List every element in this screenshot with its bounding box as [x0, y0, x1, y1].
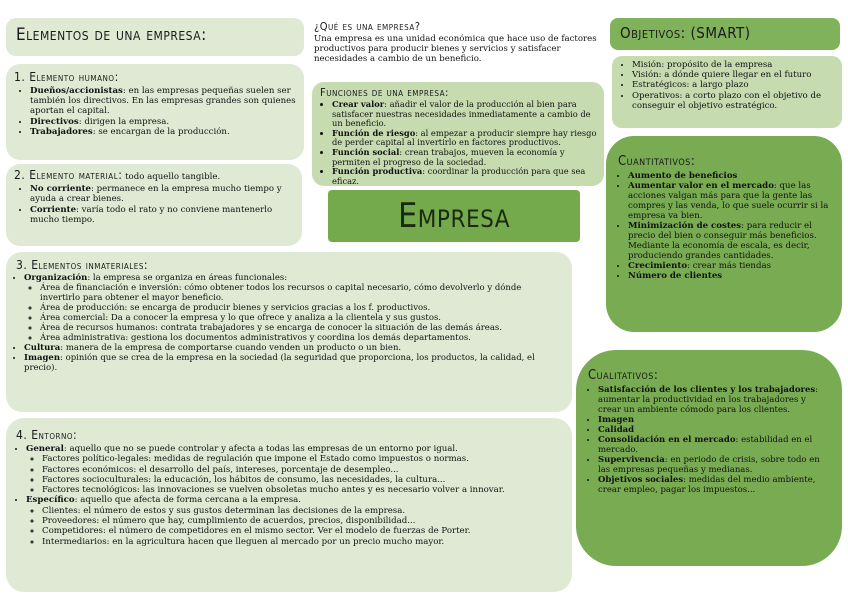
especifico-sub-0: ◦ Clientes: el número de estos y sus gustos determinan las decisiones de la empresa. [42, 506, 564, 516]
que-es-text: Una empresa es una unidad económica que hace uso de factores productivos para producir bienes y servicios y satisfacer necesidades a cambio de un beneficio. [314, 34, 597, 65]
area-item-4: ◦ Área administrativa: gestiona los documentos administrativos y coordina los demás departamentos. [40, 333, 564, 343]
cuantitativos-item-3: • Crecimiento: crear más tiendas [628, 261, 834, 271]
objetivos-title-box [610, 18, 840, 50]
funciones-item-2: • Función social: crean trabajos, mueven la economía y permiten el progreso de la sociedad. [332, 148, 598, 167]
cuantitativos-item-2: • Minimización de costes: para reducir el precio del bien o conseguir más beneficios. Mediante la economía de escala, es decir, produciendo grandes cantidades. [628, 221, 834, 261]
funciones-item-3: • Función productiva: coordinar la producción para que sea eficaz. [332, 167, 598, 186]
funciones-title: Funciones de una empresa: [320, 86, 449, 99]
humano-title: 1. Elemento humano: [14, 70, 119, 84]
general-sub-1: ◦ Factores económicos: el desarrollo del país, intereses, porcentaje de desempleo... [42, 465, 564, 475]
que-es-box [312, 18, 602, 76]
funciones-item-1: • Función de riesgo: al empezar a producir siempre hay riesgo de perder capital al invertirlo en factores productivos. [332, 129, 598, 148]
humano-box [6, 64, 304, 160]
area-item-3: ◦ Área de recursos humanos: contrata trabajadores y se encarga de conocer la situación de las demás áreas. [40, 323, 564, 333]
cualitativos-title: Cualitativos: [588, 368, 659, 383]
general-list [26, 454, 564, 495]
empresa-title: Empresa [397, 196, 511, 236]
general-sub-0: ◦ Factores político-legales: medidas de regulación que impone el Estado como impuestos o normas. [42, 454, 564, 464]
cuantitativos-title: Cuantitativos: [618, 154, 696, 169]
especifico-sub-1: ◦ Proveedores: el número que hay, cumplimiento de acuerdos, precios, disponibilidad... [42, 516, 564, 526]
cualitativos-item-5: • Objetivos sociales: medidas del medio ambiente, crear empleo, pagar los impuestos... [598, 475, 828, 495]
material-box [6, 164, 302, 246]
cualitativos-box [576, 350, 842, 566]
cualitativos-list [576, 385, 842, 495]
entorno-list [6, 444, 572, 547]
especifico-sub-3: ◦ Intermediarios: en la agricultura hacen que lleguen al mercado por un precio mucho mayor. [42, 537, 564, 547]
objetivos-title: Objetivos: (SMART) [620, 24, 751, 42]
funciones-box [312, 82, 604, 186]
material-intro: todo aquello tangible. [122, 172, 221, 182]
cuantitativos-box [606, 136, 842, 332]
humano-item-2: • Trabajadores: se encargan de la producción. [30, 127, 296, 137]
area-item-2: ◦ Área comercial: Da a conocer la empresa y lo que ofrece y analiza a la clientela y sus gustos. [40, 313, 564, 323]
cuantitativos-list [606, 171, 842, 281]
humano-list [6, 86, 304, 137]
general-sub-2: ◦ Factores socioculturales: la educación, los hábitos de consumo, las necesidades, la cultura... [42, 475, 564, 485]
inmateriales-title: 3. Elementos inmateriales: [16, 258, 149, 272]
especifico-item: • Específico: aquello que afecta de forma cercana a la empresa. ◦ Clientes: el número de estos y sus gustos determinan las decisiones de la empresa. ◦ Proveedores: el número que hay, cumplimiento de acuerdos, precios, disponibilidad... ◦ Competidores: el número de competidores en el mismo sector. Ver el modelo de fuerzas de Porter. ◦ Intermediarios: en la agricultura hacen que lleguen al mercado por un precio mucho mayor. [26, 495, 564, 546]
especifico-list [26, 506, 564, 547]
cualitativos-item-4: • Supervivencia: en periodo de crisis, sobre todo en las empresas pequeñas y medianas. [598, 455, 828, 475]
imagen-item: • Imagen: opinión que se crea de la empresa en la sociedad (la seguridad que proporciona, los productos, la calidad, el precio). [24, 353, 564, 373]
entorno-box [6, 418, 572, 592]
smart-item-1: • Visión: a dónde quiere llegar en el futuro [632, 70, 836, 80]
general-sub-3: ◦ Factores tecnológicos: las innovaciones se vuelven obsoletas mucho antes y es necesario volver a innovar. [42, 485, 564, 495]
area-item-1: ◦ Área de producción: se encarga de producir bienes y servicios gracias a los f. productivos. [40, 303, 564, 313]
cuantitativos-item-1: • Aumentar valor en el mercado: que las acciones valgan más para que la gente las compres y las venda, lo que suele ocurrir si la empresa va bien. [628, 181, 834, 221]
smart-box [612, 56, 842, 128]
cualitativos-item-3: • Consolidación en el mercado: estabilidad en el mercado. [598, 435, 828, 455]
cualitativos-item-2: • Calidad [598, 425, 828, 435]
general-item: • General: aquello que no se puede controlar y afecta a todas las empresas de un entorno por igual. ◦ Factores político-legales: medidas de regulación que impone el Estado como impuestos o normas. ◦ Factores económicos: el desarrollo del país, intereses, porcentaje de desempleo... ◦ Factores socioculturales: la educación, los hábitos de consumo, las necesidades, la cultura... ◦ Factores tecnológicos: las innovaciones se vuelven obsoletas mucho antes y es necesario volver a innovar. [26, 444, 564, 495]
humano-item-1: • Directivos: dirigen la empresa. [30, 117, 296, 127]
cuantitativos-item-0: • Aumento de beneficios [628, 171, 834, 181]
empresa-title-box [328, 190, 580, 242]
entorno-title: 4. Entorno: [16, 428, 78, 442]
cualitativos-item-1: • Imagen [598, 415, 828, 425]
material-item-1: • Corriente: varía todo el rato y no conviene mantenerlo mucho tiempo. [30, 205, 294, 225]
elementos-title-box [6, 18, 304, 56]
material-title: 2. Elemento material: [14, 168, 123, 182]
que-es-title: ¿Qué es una empresa? [314, 20, 421, 33]
elementos-title: Elementos de una empresa: [16, 25, 207, 45]
material-list [6, 184, 302, 225]
funciones-item-0: • Crear valor: añadir el valor de la producción al bien para satisfacer nuestras necesidades inmediatamente a cambio de un beneficio. [332, 100, 598, 129]
cultura-item: • Cultura: manera de la empresa de comportarse cuando venden un producto o un bien. [24, 343, 564, 353]
material-item-0: • No corriente: permanece en la empresa mucho tiempo y ayuda a crear bienes. [30, 184, 294, 204]
cuantitativos-item-4: • Número de clientes [628, 271, 834, 281]
area-item-0: ◦ Área de financiación e inversión: cómo obtener todos los recursos o capital necesario, cómo devolverlo y dónde invertirlo para obtener el mayor beneficio. [40, 283, 564, 303]
humano-item-0: • Dueños/accionistas: en las empresas pequeñas suelen ser también los directivos. En las empresas grandes son quienes aportan el capital. [30, 86, 296, 117]
smart-item-2: • Estratégicos: a largo plazo [632, 80, 836, 90]
organizacion-item: • Organización: la empresa se organiza en áreas funcionales: ◦ Área de financiación e inversión: cómo obtener todos los recursos o capital necesario, cómo devolverlo y dónde invertirlo para obtener el mayor beneficio. ◦ Área de producción: se encarga de producir bienes y servicios gracias a los f. productivos. ◦ Área comercial: Da a conocer la empresa y lo que ofrece y analiza a la clientela y sus gustos. ◦ Área de recursos humanos: contrata trabajadores y se encarga de conocer la situación de las demás áreas. ◦ Área administrativa: gestiona los documentos administrativos y coordina los demás departamentos. [24, 273, 564, 343]
material-heading [6, 164, 302, 184]
areas-list [24, 283, 564, 343]
inmateriales-list [6, 273, 572, 373]
inmateriales-box [6, 252, 572, 412]
smart-item-0: • Misión: propósito de la empresa [632, 60, 836, 70]
cualitativos-item-0: • Satisfacción de los clientes y los trabajadores: aumentar la productividad en los trabajadores y crear un ambiente cómodo para los clientes. [598, 385, 828, 415]
smart-item-3: • Operativos: a corto plazo con el objetivo de conseguir el objetivo estratégico. [632, 91, 836, 111]
especifico-sub-2: ◦ Competidores: el número de competidores en el mismo sector. Ver el modelo de fuerzas de Porter. [42, 526, 564, 536]
funciones-list [312, 100, 604, 186]
smart-list [612, 56, 842, 111]
